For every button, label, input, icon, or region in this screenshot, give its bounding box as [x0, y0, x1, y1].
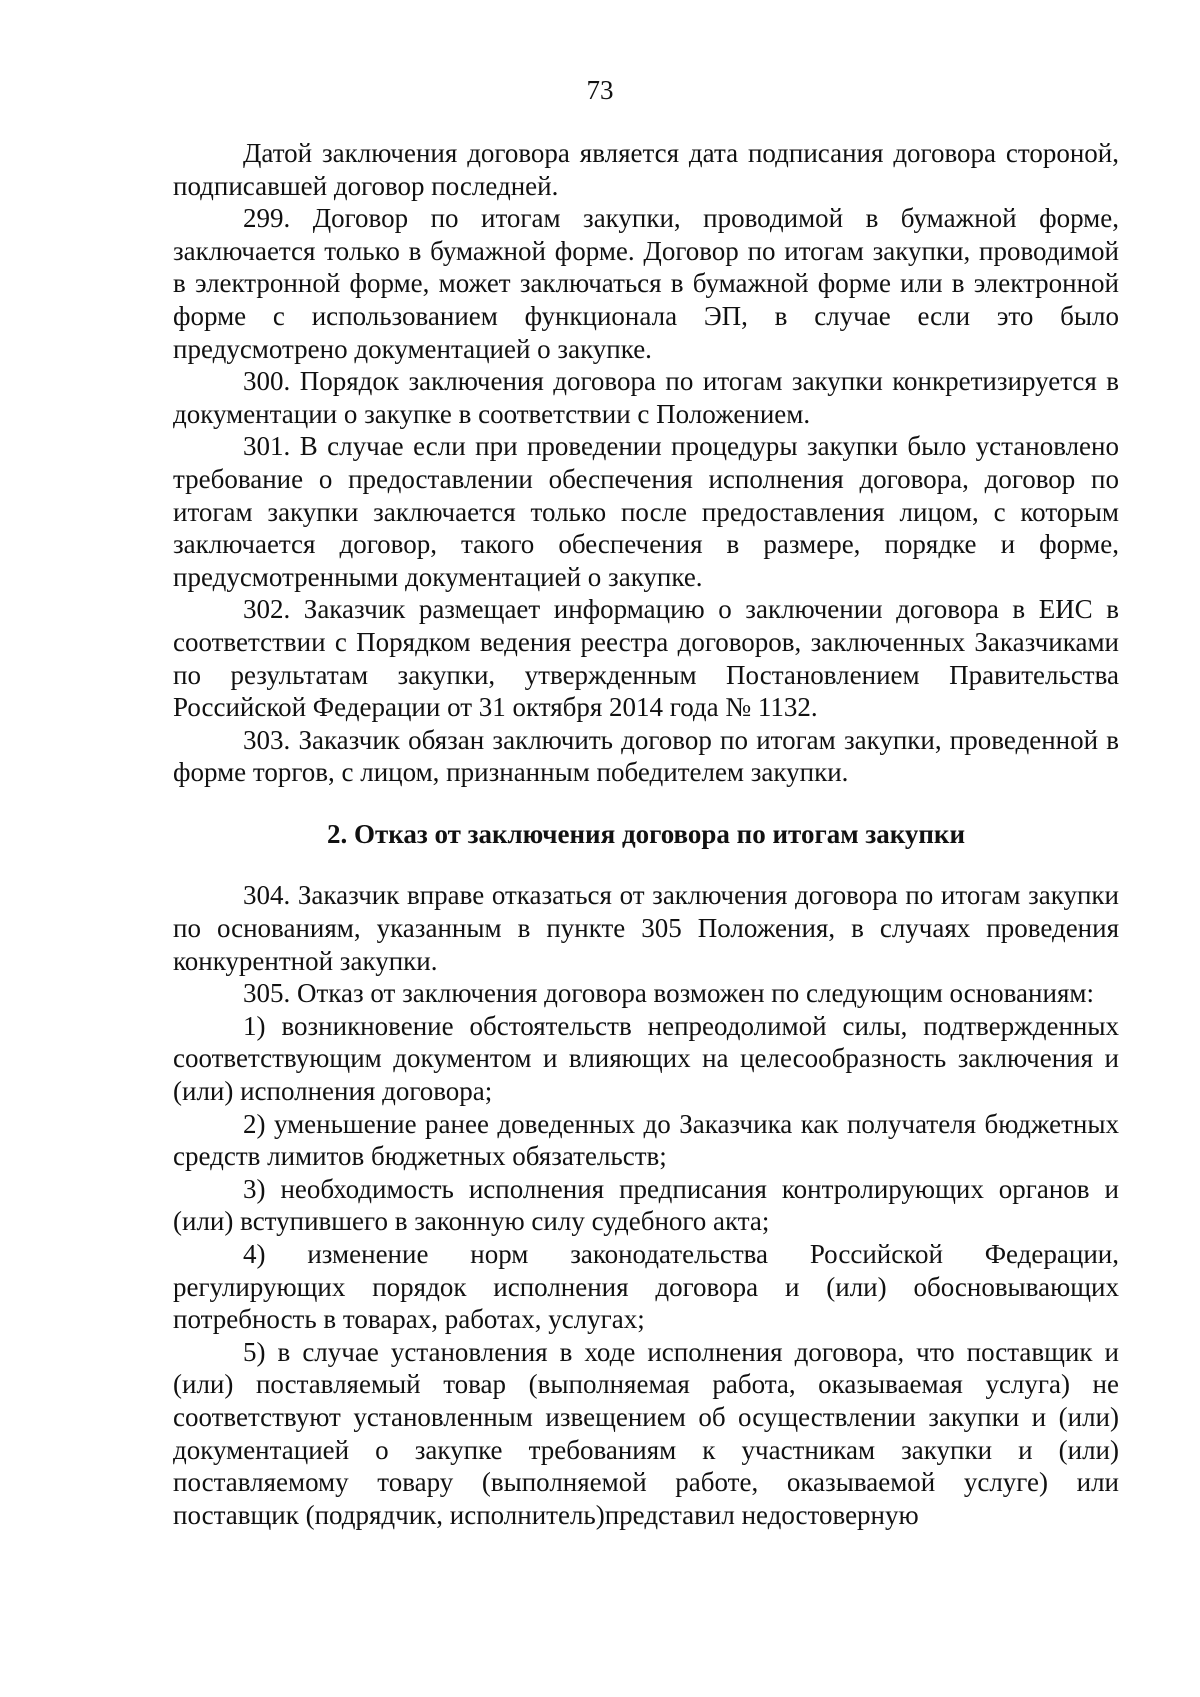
paragraph-299: 299. Договор по итогам закупки, проводимой в бумажной форме, заключается только в бумажной форме. Договор по итогам закупки, проводимой в электронной форме, может заключаться в бумажной форме или в электронной форме с использованием функционала ЭП, в случае если это было предусмотрено документацией о закупке. [173, 203, 1119, 364]
list-item-4: 4) изменение норм законодательства Российской Федерации, регулирующих порядок исполнения договора и (или) обосновывающих потребность в товарах, работах, услугах; [173, 1239, 1119, 1335]
list-item-3: 3) необходимость исполнения предписания контролирующих органов и (или) вступившего в законную силу судебного акта; [173, 1173, 1119, 1237]
list-item-2: 2) уменьшение ранее доведенных до Заказчика как получателя бюджетных средств лимитов бюджетных обязательств; [173, 1108, 1119, 1172]
paragraph-contract-date: Датой заключения договора является дата подписания договора стороной, подписавшей договор последней. [173, 138, 1119, 201]
paragraph-300: 300. Порядок заключения договора по итогам закупки конкретизируется в документации о закупке в соответствии с Положением. [173, 366, 1119, 429]
list-item-5: 5) в случае установления в ходе исполнения договора, что поставщик и (или) поставляемый товар (выполняемая работа, оказываемая услуга) не соответствуют установленным извещением об осуществлении закупки и (или) документацией о закупке требованиям к участникам закупки и (или) поставляемому товару (выполняемой работе, оказываемой услуге) или поставщик (подрядчик, исполнитель)представил недостоверную [173, 1336, 1119, 1530]
paragraph-303: 303. Заказчик обязан заключить договор по итогам закупки, проведенной в форме торгов, с лицом, признанным победителем закупки. [173, 724, 1119, 788]
document-body [173, 137, 1119, 1531]
page-number: 73 [586, 75, 614, 105]
list-item-1: 1) возникновение обстоятельств непреодолимой силы, подтвержденных соответствующим документом и влияющих на целесообразность заключения и (или) исполнения договора; [173, 1010, 1119, 1107]
section-heading: 2. Отказ от заключения договора по итогам закупки [326, 818, 966, 849]
paragraph-305: 305. Отказ от заключения договора возможен по следующим основаниям: [243, 978, 1094, 1009]
paragraph-301: 301. В случае если при проведении процедуры закупки было установлено требование о предоставлении обеспечения исполнения договора, договор по итогам закупки заключается только после предоставления лицом, с которым заключается договор, такого обеспечения в размере, порядке и форме, предусмотренными документацией о закупке. [173, 431, 1119, 592]
paragraph-304: 304. Заказчик вправе отказаться от заключения договора по итогам закупки по основаниям, указанным в пункте 305 Положения, в случаях проведения конкурентной закупки. [173, 880, 1119, 976]
paragraph-302: 302. Заказчик размещает информацию о заключении договора в ЕИС в соответствии с Порядком ведения реестра договоров, заключенных Заказчиками по результатам закупки, утвержденным Постановлением Правительства Российской Федерации от 31 октября 2014 года № 1132. [173, 594, 1119, 723]
